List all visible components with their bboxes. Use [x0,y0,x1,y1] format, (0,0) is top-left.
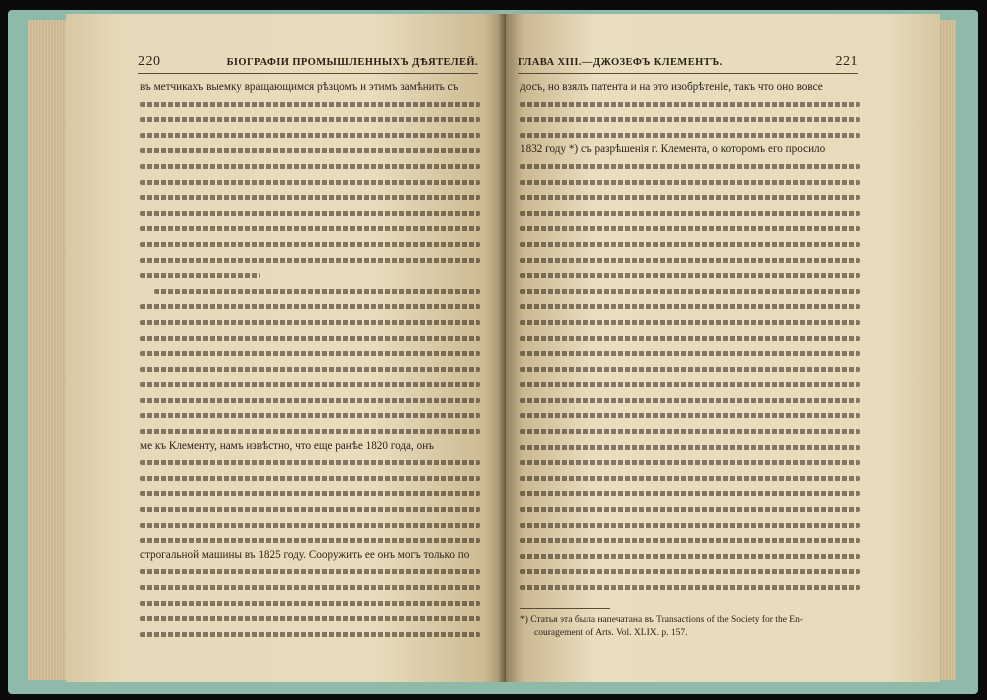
text-line-bar [154,289,480,294]
text-line-bar [520,429,860,434]
text-line [140,626,480,642]
text-line-bar [140,320,480,325]
text-line [140,127,480,143]
text-line [140,205,480,221]
text-line-bar [140,382,480,387]
text-line [140,501,480,517]
text-line [140,142,480,158]
text-line [140,470,480,486]
text-line-bar [140,226,480,231]
right-page-header [518,54,858,74]
text-line [140,595,480,611]
text-line [520,189,860,205]
text-line [140,236,480,252]
text-line [520,298,860,314]
text-line-bar [140,211,480,216]
left-page-number: 220 [138,54,161,69]
text-line-bar [140,460,480,465]
text-line [520,501,860,517]
left-page-body [140,80,480,641]
text-line-bar [140,538,480,543]
text-line-bar [520,226,860,231]
text-line [520,376,860,392]
text-line [140,361,480,377]
left-page [66,14,506,682]
text-line [520,283,860,299]
text-line [520,127,860,143]
text-line-bar [140,117,480,122]
text-line-bar [140,242,480,247]
text-line [520,314,860,330]
text-line [520,220,860,236]
text-line-bar [140,429,480,434]
text-line [140,330,480,346]
text-line-bar [140,195,480,200]
footnote [520,614,860,640]
text-line [520,548,860,564]
text-line-bar [520,180,860,185]
text-line [520,111,860,127]
text-line-bar [140,304,480,309]
text-line-bar [520,117,860,122]
footnote-line: *) Статья эта была напечатана въ Transactions of the Society for the En- [520,615,804,625]
text-line [520,532,860,548]
text-line [140,439,480,455]
footnote-line: couragement of Arts. Vol. XLIX. p. 157. [534,628,688,638]
text-line-bar [140,180,480,185]
text-line [520,345,860,361]
text-line [520,517,860,533]
text-line [520,470,860,486]
text-line-bar [520,195,860,200]
left-running-head: БІОГРАФІИ ПРОМЫШЛЕННЫХЪ ДѢЯТЕЛЕЙ. [226,57,478,68]
text-line-bar [520,413,860,418]
right-page-number: 221 [835,54,858,69]
text-line-bar [520,164,860,169]
text-line-bar [520,304,860,309]
text-line [140,563,480,579]
text-line-bar [520,507,860,512]
text-line [140,517,480,533]
text-line-bar [140,164,480,169]
text-line-bar [520,382,860,387]
text-line [520,80,860,96]
text-line [520,96,860,112]
text-line-bar [140,148,480,153]
text-line [520,439,860,455]
text-line-content: ме къ Клементу, намъ извѣстно, что еще ранѣе 1820 года, онъ [140,439,434,452]
text-line-bar [520,585,860,590]
text-line [140,392,480,408]
text-line-bar [140,102,480,107]
text-line [520,330,860,346]
text-line-bar [140,632,480,637]
text-line-bar [140,569,480,574]
text-line [140,158,480,174]
text-line-bar [140,133,480,138]
right-page-body [520,80,860,595]
text-line [140,532,480,548]
text-line [140,96,480,112]
text-line [520,407,860,423]
text-line [140,423,480,439]
text-line [140,376,480,392]
text-line-bar [140,616,480,621]
text-line [520,485,860,501]
text-line [520,563,860,579]
text-line-bar [140,507,480,512]
text-line [140,579,480,595]
text-line-bar [140,523,480,528]
text-line [520,142,860,158]
text-line [140,80,480,96]
footnote-rule [520,608,610,609]
text-line [140,174,480,190]
text-line [520,392,860,408]
text-line-bar [520,133,860,138]
text-line [140,220,480,236]
text-line-bar [140,367,480,372]
text-line [140,454,480,470]
text-line [140,298,480,314]
text-line [520,174,860,190]
text-line-bar [520,211,860,216]
text-line-bar [520,445,860,450]
text-line-bar [520,569,860,574]
text-line [140,407,480,423]
text-line [520,454,860,470]
text-line [140,485,480,501]
text-line-bar [520,273,860,278]
text-line-bar [520,289,860,294]
text-line-bar [140,585,480,590]
text-line [520,236,860,252]
text-line-bar [520,258,860,263]
text-line-bar [520,491,860,496]
right-first-line: досъ, но взялъ патента и на это изобрѣтеніе, такъ что оно вовсе [520,81,823,93]
text-line [140,267,480,283]
text-line-bar [520,538,860,543]
text-line [520,158,860,174]
text-line-bar [140,413,480,418]
text-line [520,361,860,377]
text-line-bar [520,554,860,559]
text-line-bar [140,336,480,341]
text-line-bar [140,351,480,356]
text-line-bar [520,523,860,528]
text-line-bar [520,460,860,465]
text-line [520,205,860,221]
text-line-bar [140,491,480,496]
left-page-header [138,54,478,74]
text-line-bar [140,476,480,481]
text-line-bar [520,320,860,325]
text-line-bar [520,367,860,372]
text-line [140,252,480,268]
text-line [140,283,480,299]
text-line [140,314,480,330]
text-line [520,267,860,283]
text-line [140,345,480,361]
text-line-bar [520,336,860,341]
text-line [520,423,860,439]
text-line [140,111,480,127]
text-line-bar [140,258,480,263]
text-line-bar [140,601,480,606]
left-first-line: въ метчикахъ выемку вращающимся рѣзцомъ и этимъ замѣнить съ [140,81,459,93]
text-line-content: строгальной машины въ 1825 году. Сооружить ее онъ могъ только по [140,548,470,561]
text-line [140,548,480,564]
text-line-bar [520,242,860,247]
text-line-bar [140,398,480,403]
right-running-head: ГЛАВА XIII.—ДЖОЗЕФЪ КЛЕМЕНТЪ. [518,57,723,68]
text-line [520,579,860,595]
right-page [506,14,940,682]
text-line-bar [520,398,860,403]
text-line-bar [140,273,260,278]
page-block-edge-left [28,20,68,680]
text-line [140,610,480,626]
text-line-content: 1832 году *) съ разрѣшенія г. Клемента, о которомъ его просило [520,143,826,156]
text-line [520,252,860,268]
text-line-bar [520,476,860,481]
text-line-bar [520,102,860,107]
text-line-bar [520,351,860,356]
text-line [140,189,480,205]
